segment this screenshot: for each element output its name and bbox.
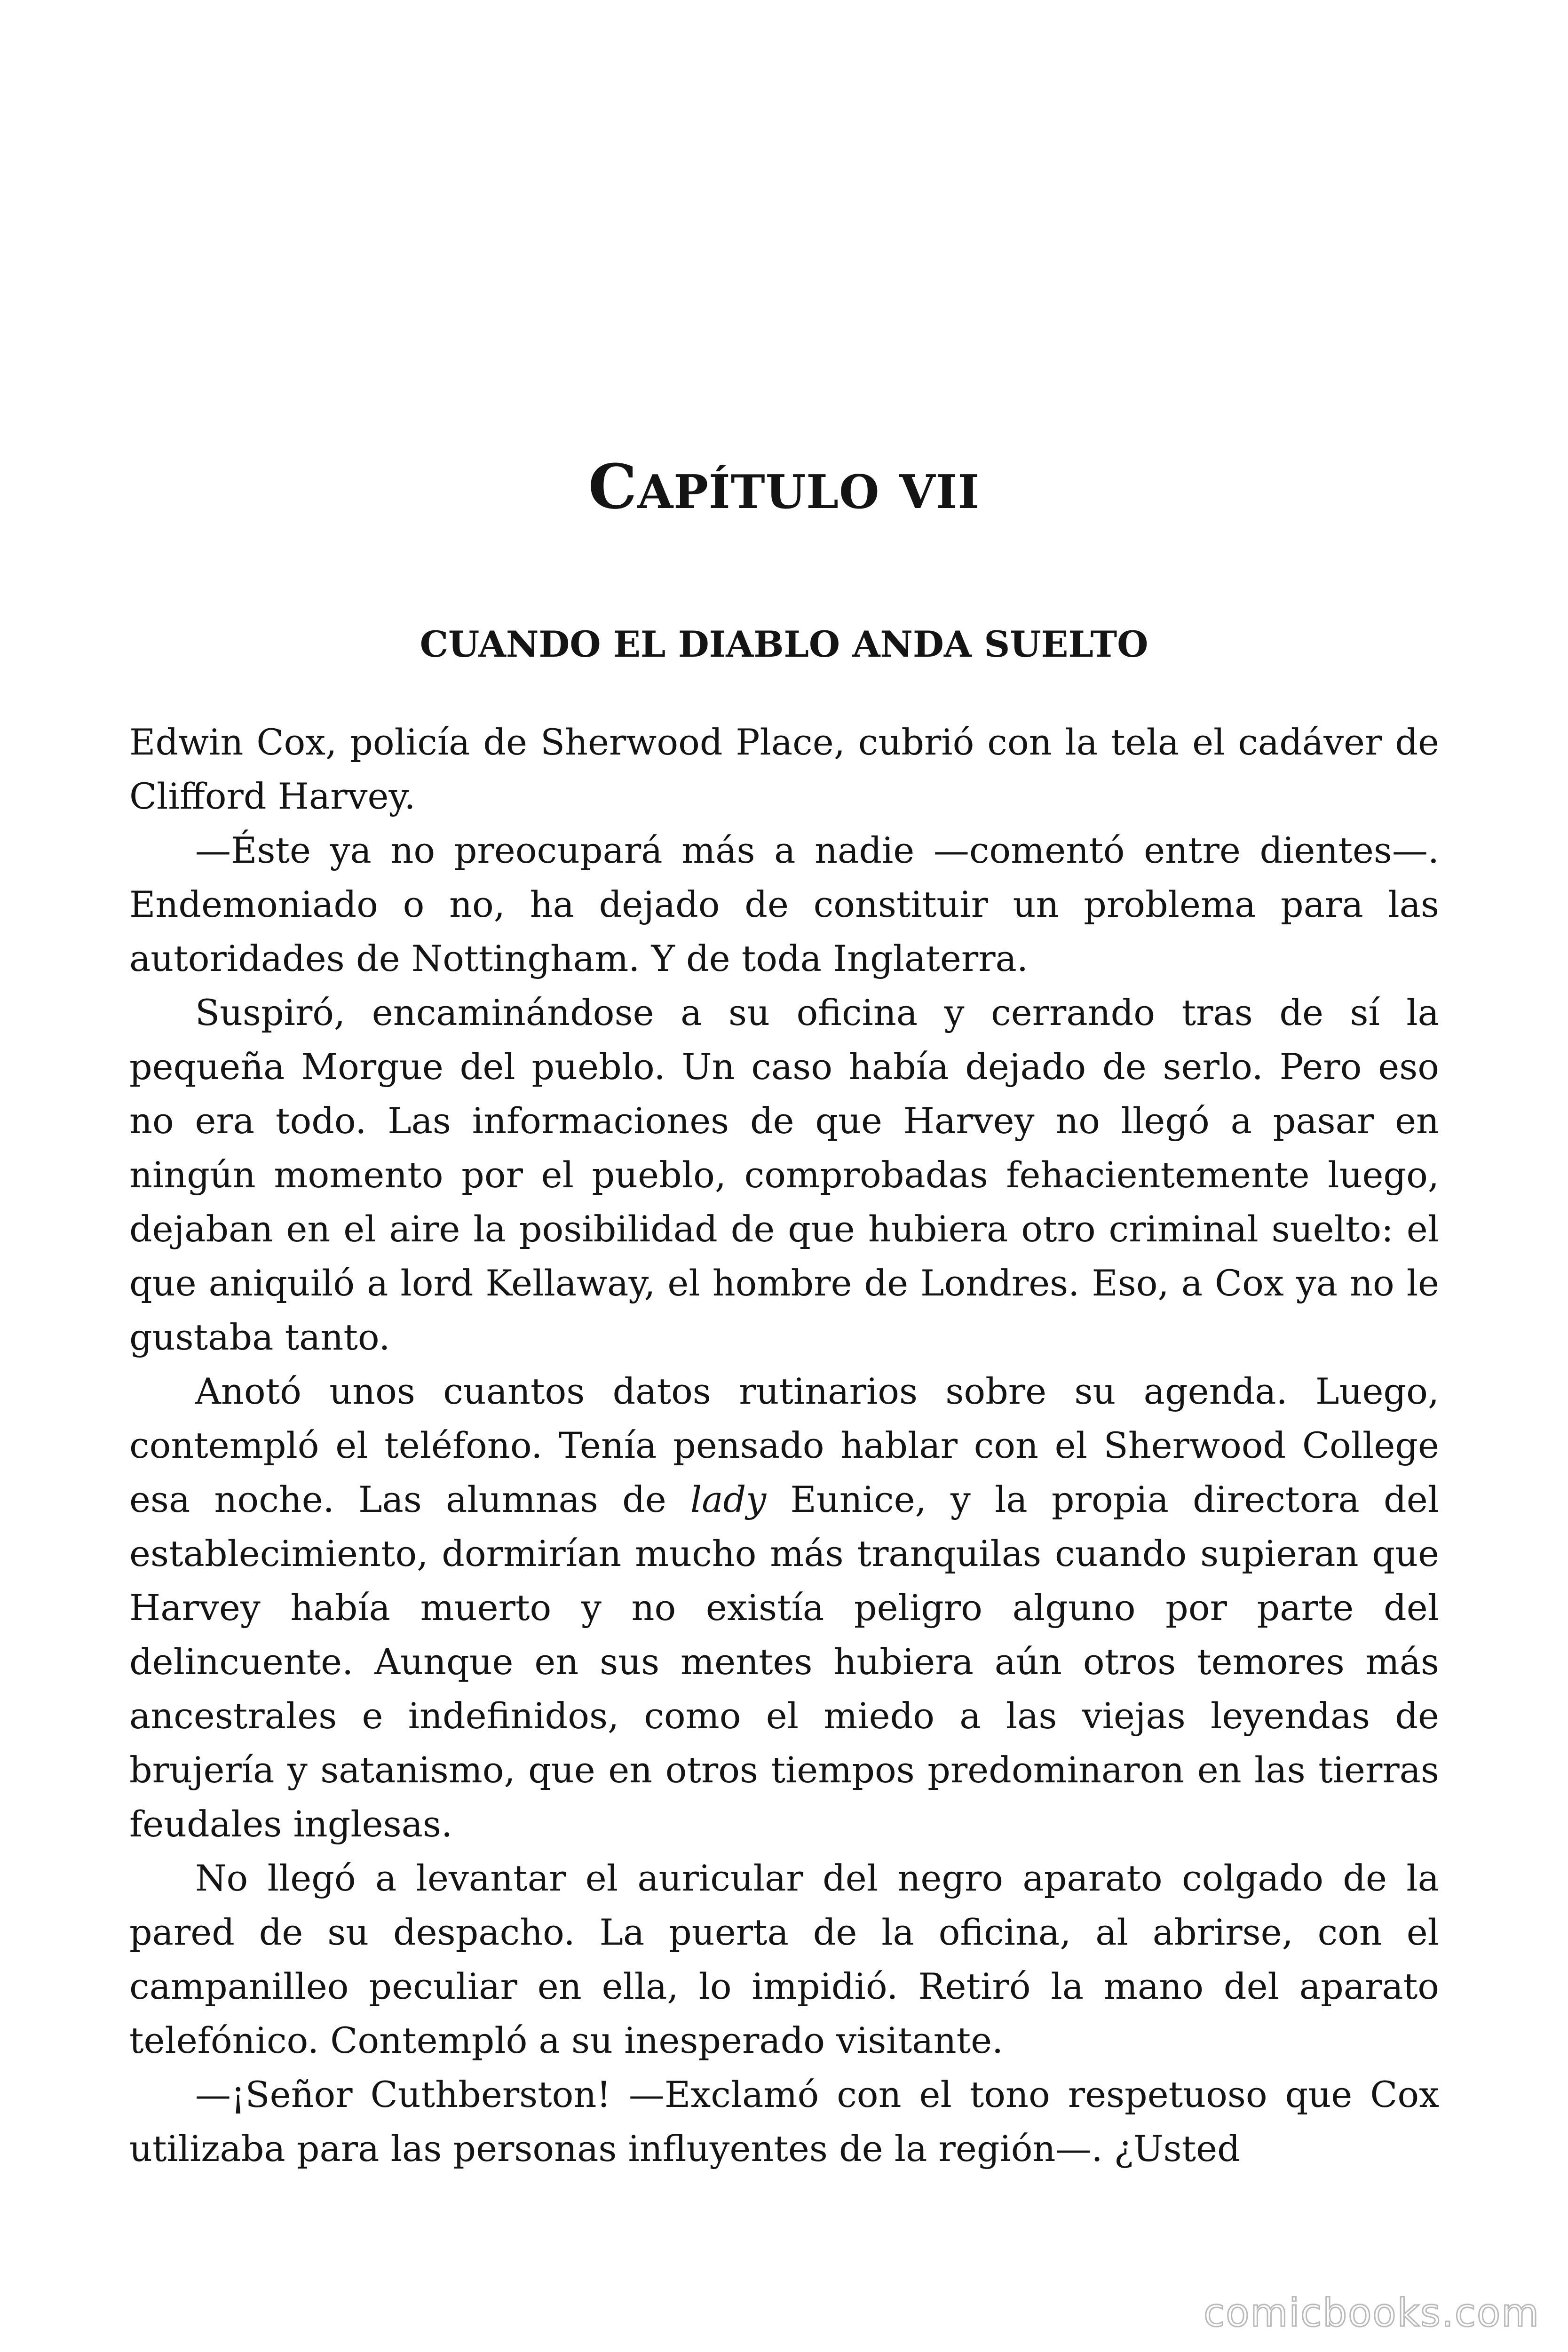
paragraph-4 — [129, 1364, 1439, 1851]
chapter-title — [0, 452, 1568, 528]
chapter-title-rest: APÍTULO — [637, 465, 880, 519]
paragraph-4-italic: lady — [690, 1478, 767, 1520]
paragraph-6: —¡Señor Cuthberston! —Exclamó con el tono respetuoso que Cox utilizaba para las personas influyentes de la región—. ¿Usted — [129, 2074, 1439, 2169]
paragraph-3: Suspiró, encaminándose a su oficina y cerrando tras de sí la pequeña Morgue del pueblo. Un caso había dejado de serlo. Pero eso no era todo. Las informaciones de que Harvey no llegó a pasar en ningún momento por el pueblo, comprobadas fehacientemente luego, dejaban en el aire la posibilidad de que hubiera otro criminal suelto: el que aniquiló a lord Kellaway, el hombre de Londres. Eso, a Cox ya no le gustaba tanto. — [129, 992, 1439, 1358]
chapter-numeral: VII — [899, 465, 980, 519]
paragraph-4-part-b: Eunice, y la propia directora del establecimiento, dormirían mucho más tranquilas cuando supieran que Harvey había muerto y no existía peligro alguno por parte del delincuente. Aunque en sus mentes hubiera aún otros temores más ancestrales e indefinidos, como el miedo a las viejas leyendas de brujería y satanismo, que en otros tiempos predominaron en las tierras feudales inglesas. — [129, 1478, 1439, 1845]
chapter-title-initial: C — [588, 451, 638, 523]
body-text — [129, 715, 1439, 2176]
paragraph-2: —Éste ya no preocupará más a nadie —comentó entre dientes—. Endemoniado o no, ha dejado de constituir un problema para las autoridades de Nottingham. Y de toda Inglaterra. — [129, 829, 1439, 979]
chapter-subtitle: CUANDO EL DIABLO ANDA SUELTO — [420, 623, 1148, 665]
paragraph-5: No llegó a levantar el auricular del negro aparato colgado de la pared de su despacho. La puerta de la oficina, al abrirse, con el campanilleo peculiar en ella, lo impidió. Retiró la mano del aparato telefónico. Contempló a su inesperado visitante. — [129, 1857, 1439, 2061]
paragraph-4-part-a: Anotó unos cuantos datos rutinarios sobre su agenda. Luego, contempló el teléfono. Tenía pensado hablar con el Sherwood College esa noche. Las alumnas de — [129, 1370, 1439, 1520]
watermark: comicbooks.com — [1204, 2291, 1540, 2336]
paragraph-1: Edwin Cox, policía de Sherwood Place, cubrió con la tela el cadáver de Clifford Harvey. — [129, 721, 1439, 817]
